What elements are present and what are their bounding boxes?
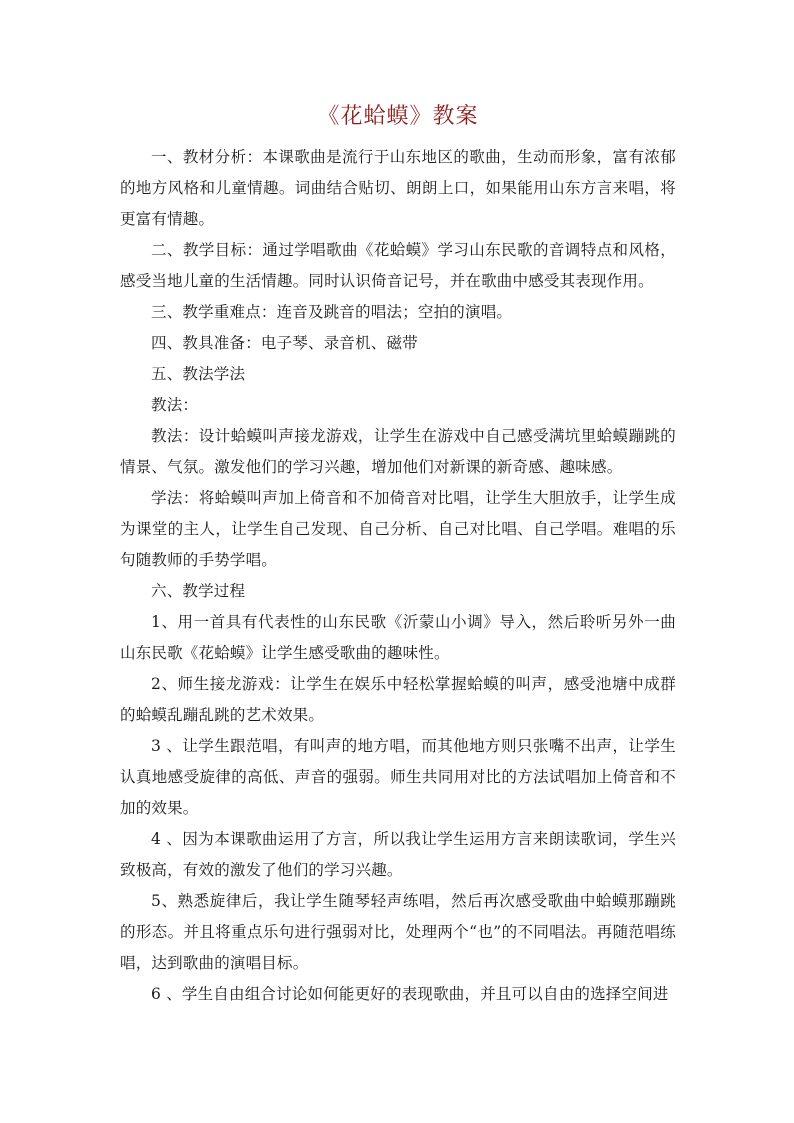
document-title: 《花蛤蟆》教案: [317, 104, 479, 129]
teaching-method-label: 教法：: [151, 396, 199, 414]
section-textbook-analysis: 一、教材分析：本课歌曲是流行于山东地区的歌曲，生动而形象，富有浓郁的地方风格和儿童情趣。词曲结合贴切、朗朗上口，如果能用山东方言来唱，将更富有情趣。: [120, 148, 676, 228]
process-step-3: 3 、让学生跟范唱，有叫声的地方唱，而其他地方则只张嘴不出声，让学生认真地感受旋律的高低、声音的强弱。师生共同用对比的方法试唱加上倚音和不加的效果。: [120, 737, 676, 817]
document-page: [120, 100, 676, 1010]
section-process-heading: 六、教学过程: [151, 582, 246, 600]
section-key-difficulties: 三、教学重难点：连音及跳音的唱法；空拍的演唱。: [151, 303, 513, 321]
learning-method-text: 学法：将蛤蟆叫声加上倚音和不加倚音对比唱，让学生大胆放手，让学生成为课堂的主人，让学生自己发现、自己分析、自己对比唱、自己学唱。难唱的乐句随教师的手势学唱。: [120, 489, 676, 569]
process-step-2: 2、师生接龙游戏：让学生在娱乐中轻松掌握蛤蟆的叫声，感受池塘中成群的蛤蟆乱蹦乱跳的艺术效果。: [120, 675, 676, 724]
process-step-5: 5、熟悉旋律后，我让学生随琴轻声练唱，然后再次感受歌曲中蛤蟆那蹦跳的形态。并且将重点乐句进行强弱对比，处理两个“也”的不同唱法。再随范唱练唱，达到歌曲的演唱目标。: [120, 892, 676, 972]
process-step-4: 4 、因为本课歌曲运用了方言，所以我让学生运用方言来朗读歌词，学生兴致极高，有效的激发了他们的学习兴趣。: [120, 830, 676, 879]
process-step-6: 6 、学生自由组合讨论如何能更好的表现歌曲，并且可以自由的选择空间进: [151, 985, 669, 1003]
section-teaching-aids: 四、教具准备：电子琴、录音机、磁带: [151, 334, 418, 352]
section-teaching-goals: 二、教学目标：通过学唱歌曲《花蛤蟆》学习山东民歌的音调特点和风格，感受当地儿童的生活情趣。同时认识倚音记号，并在歌曲中感受其表现作用。: [120, 241, 676, 290]
process-step-1: 1、用一首具有代表性的山东民歌《沂蒙山小调》导入，然后聆听另外一曲山东民歌《花蛤蟆》让学生感受歌曲的趣味性。: [120, 613, 676, 662]
section-methods-heading: 五、教法学法: [151, 365, 246, 383]
teaching-method-text: 教法：设计蛤蟆叫声接龙游戏，让学生在游戏中自己感受满坑里蛤蟆蹦跳的情景、气氛。激发他们的学习兴趣，增加他们对新课的新奇感、趣味感。: [120, 427, 676, 476]
